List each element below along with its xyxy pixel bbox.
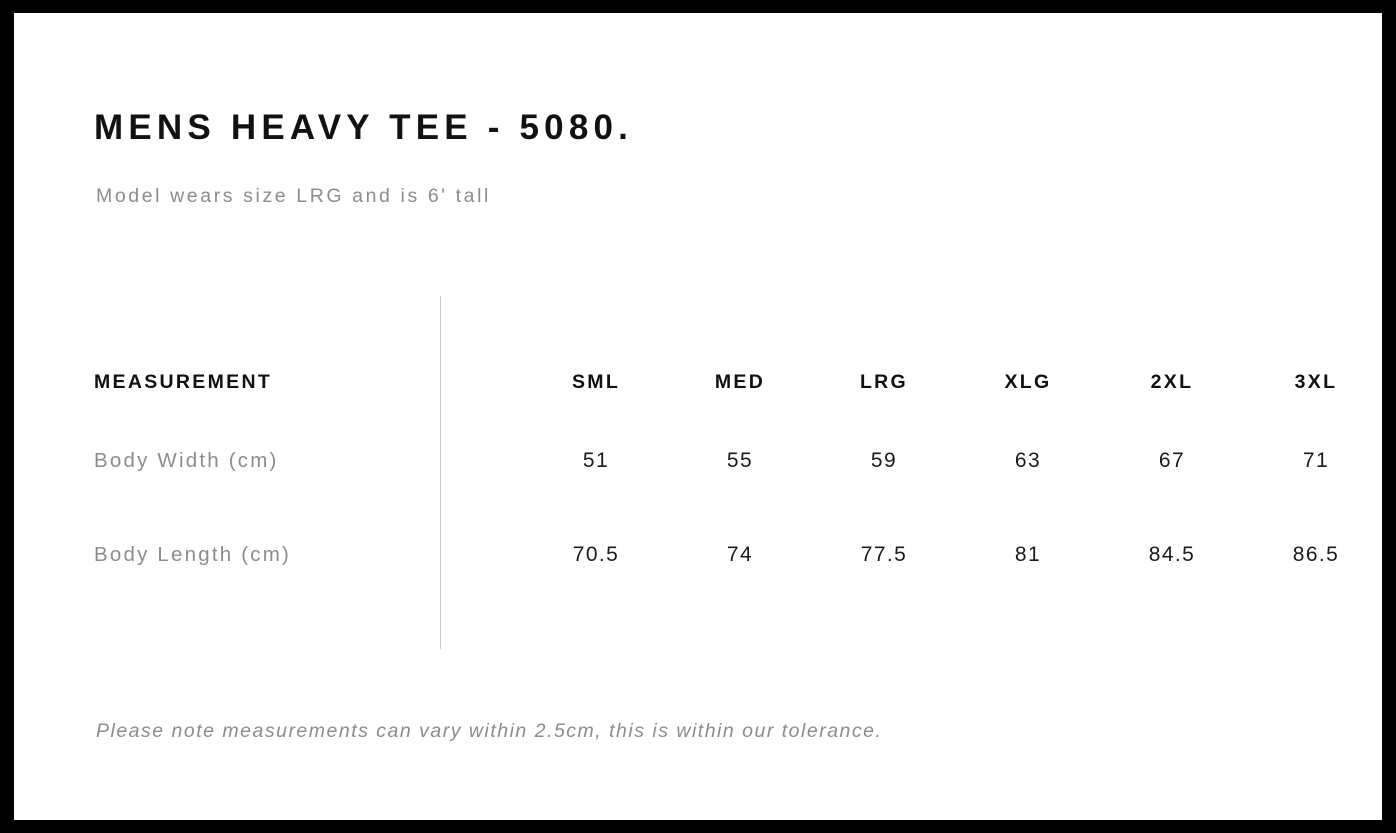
cell-body-length-sml: 70.5 xyxy=(572,543,620,566)
size-measurements-table xyxy=(94,350,1388,602)
column-header-2xl: 2XL xyxy=(1150,370,1194,393)
cell-body-length-3xl: 86.5 xyxy=(1292,543,1340,566)
column-header-measurement: MEASUREMENT xyxy=(94,370,273,393)
column-header-3xl: 3XL xyxy=(1294,370,1338,393)
column-header-xlg: XLG xyxy=(1004,370,1052,393)
tolerance-note: Please note measurements can vary within 2.5cm, this is within our tolerance. xyxy=(96,720,883,742)
table-header-row xyxy=(94,350,1388,414)
cell-body-width-lrg: 59 xyxy=(870,449,898,472)
cell-body-length-xlg: 81 xyxy=(1014,543,1042,566)
size-chart-page xyxy=(14,13,1382,820)
column-header-sml: SML xyxy=(571,370,621,393)
cell-body-width-sml: 51 xyxy=(582,449,610,472)
cell-body-width-med: 55 xyxy=(726,449,754,472)
model-info-text: Model wears size LRG and is 6' tall xyxy=(96,185,491,207)
cell-body-width-2xl: 67 xyxy=(1158,449,1186,472)
table-row xyxy=(94,508,1388,602)
column-header-med: MED xyxy=(714,370,766,393)
table-row xyxy=(94,414,1388,508)
cell-body-length-lrg: 77.5 xyxy=(860,543,908,566)
cell-body-width-xlg: 63 xyxy=(1014,449,1042,472)
size-chart-content xyxy=(94,13,1340,820)
table-header xyxy=(94,350,1388,414)
table-body xyxy=(94,414,1388,602)
page-title: MENS HEAVY TEE - 5080. xyxy=(94,108,634,147)
column-header-lrg: LRG xyxy=(859,370,909,393)
row-label-body-length: Body Length (cm) xyxy=(94,543,291,566)
row-label-body-width: Body Width (cm) xyxy=(94,449,279,472)
cell-body-length-2xl: 84.5 xyxy=(1148,543,1196,566)
cell-body-length-med: 74 xyxy=(726,543,754,566)
cell-body-width-3xl: 71 xyxy=(1302,449,1330,472)
